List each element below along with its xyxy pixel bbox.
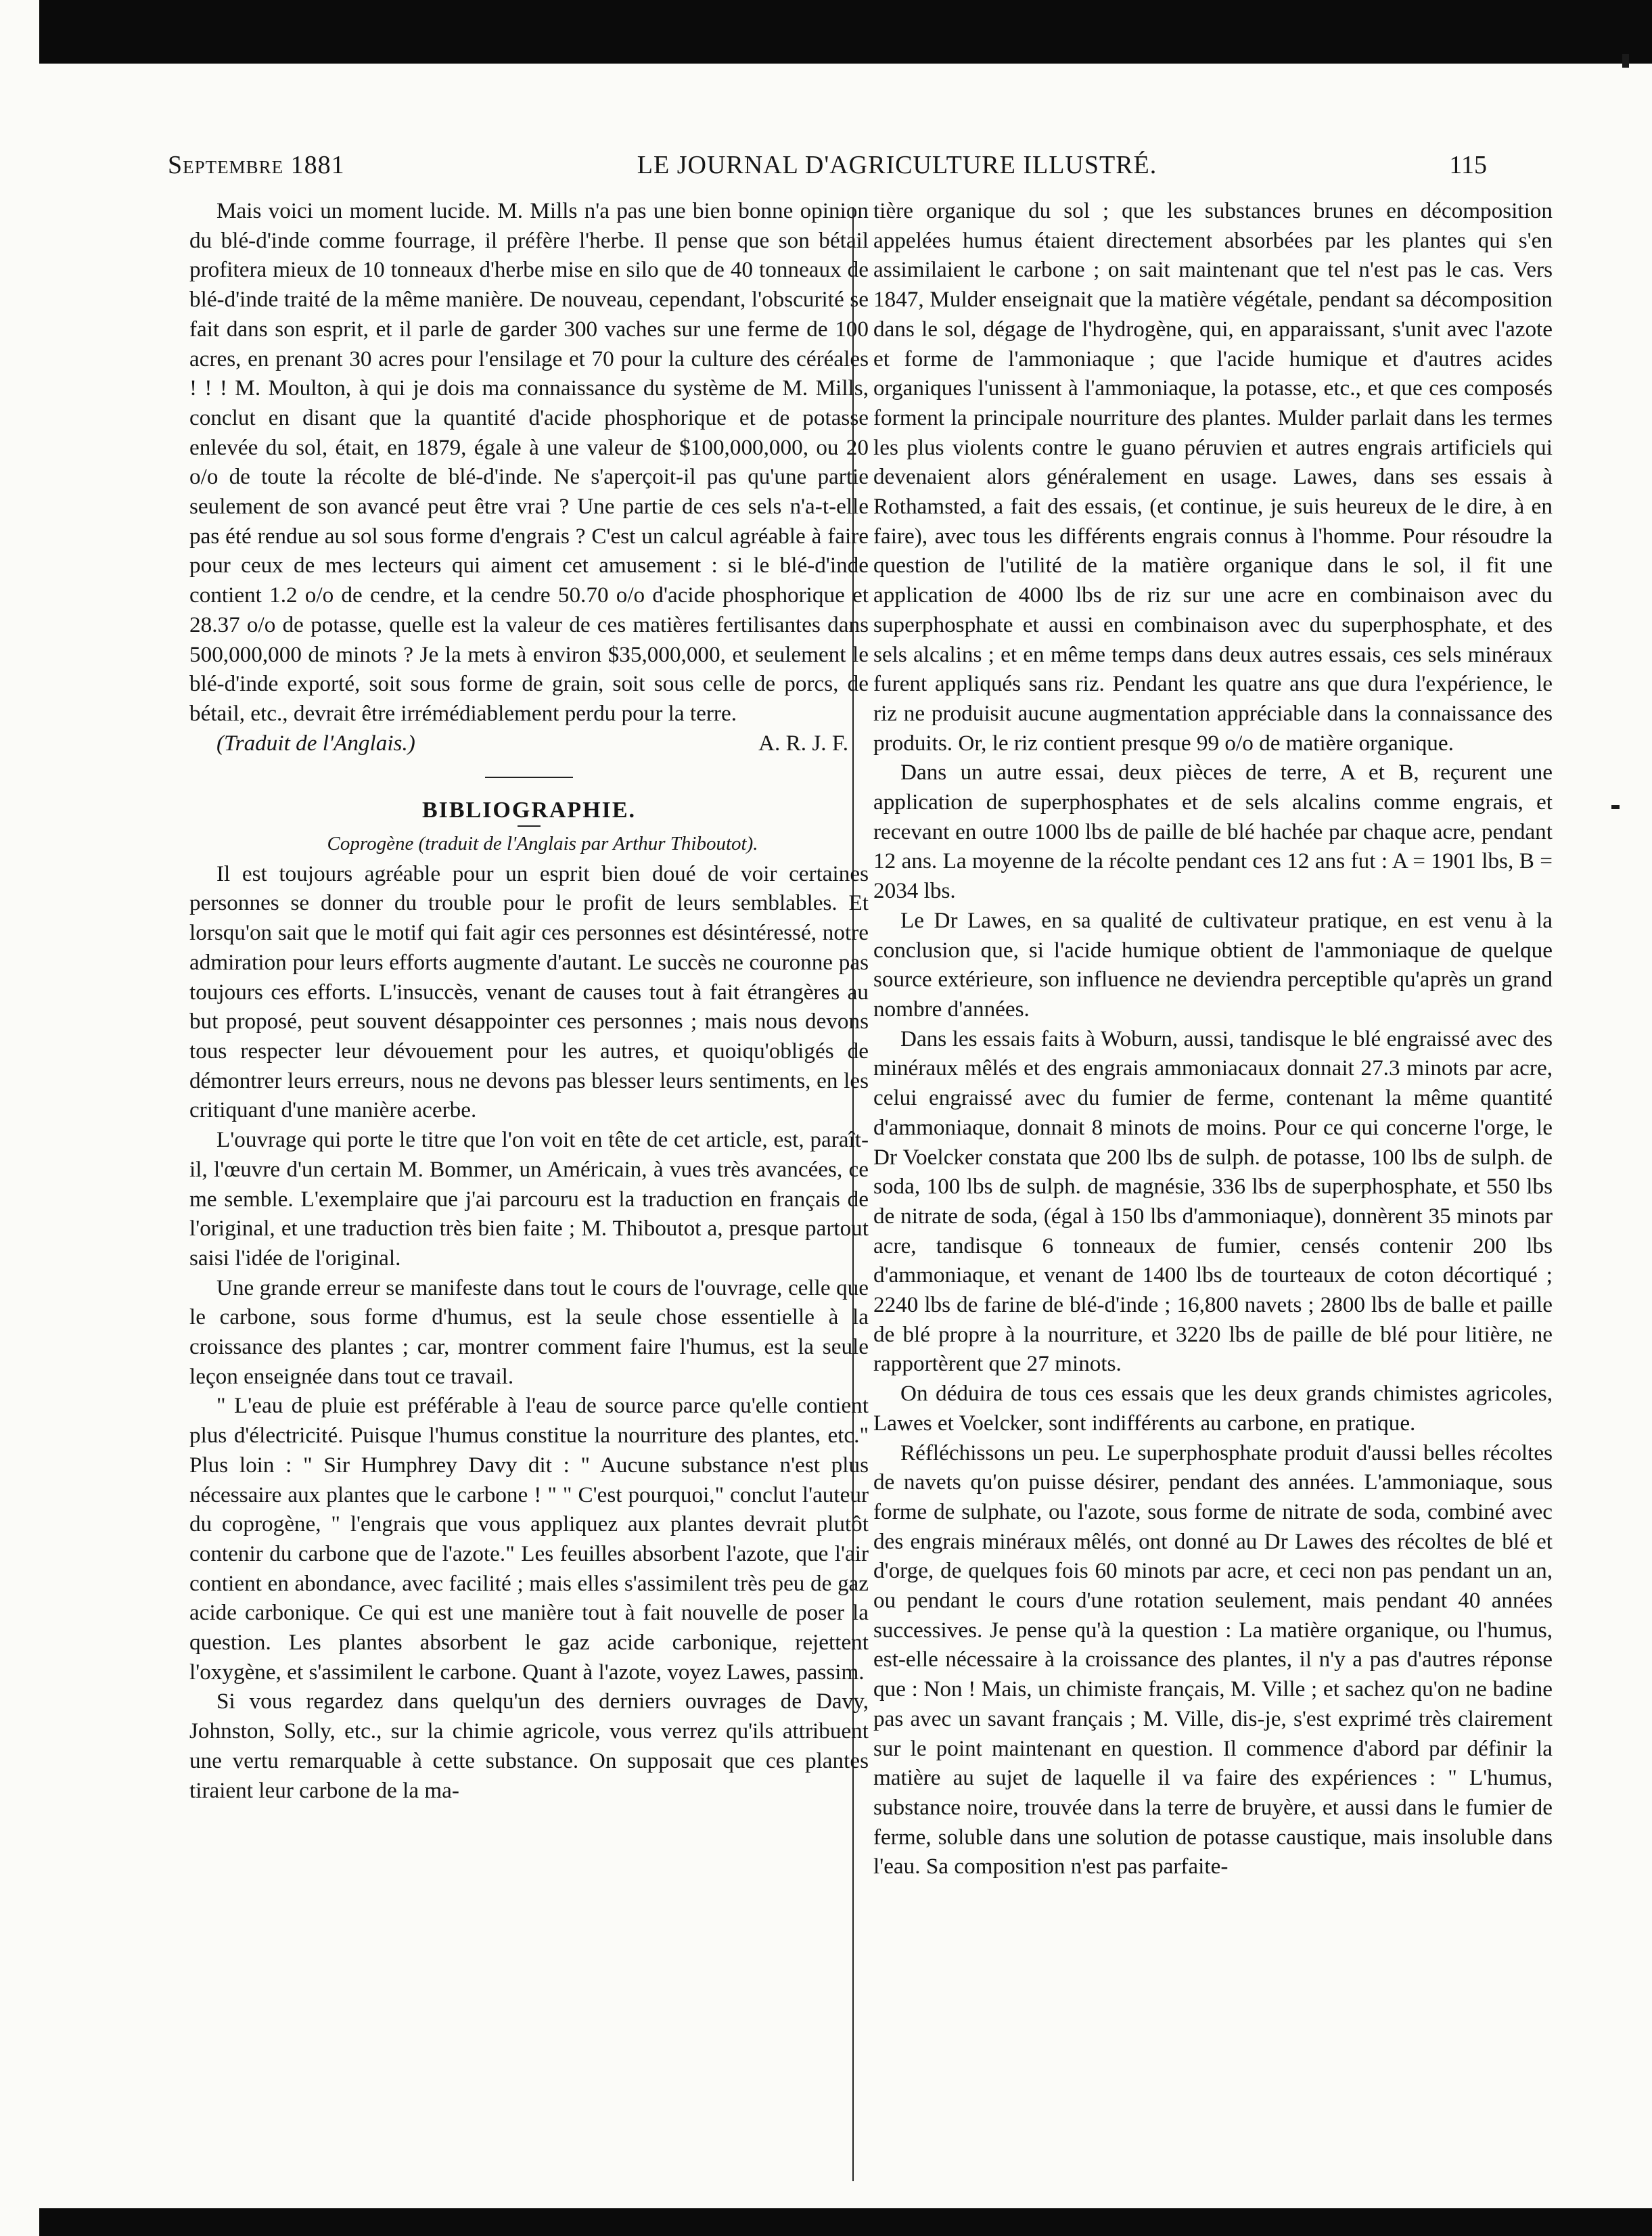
scan-speck (1611, 805, 1620, 809)
translation-credit (189, 729, 869, 758)
paragraph: tière organique du sol ; que les substances brunes en décomposition appelées humus étaient directement absorbées par les plantes qui s'en assimilaient le carbone ; on sait maintenant que tel n'est pas le cas. Vers 1847, Mulder enseignait que la matière végétale, pendant sa décomposition dans le sol, dégage de l'hydrogène, qui, en apparaissant, s'unit avec l'azote et forme de l'ammoniaque ; que l'acide humique et d'autres acides organiques l'unissent à l'ammoniaque, la potasse, etc., et que ces composés forment la principale nourriture des plantes. Mulder parlait dans les termes les plus violents contre le guano péruvien et autres engrais artificiels qui devenaient alors généralement en usage. Lawes, dans ses essais à Rothamsted, a fait des essais, (et continue, je suis heureux de le dire, à en faire), avec tous les différents engrais connus à l'homme. Pour résoudre la question de l'utilité de la matière organique dans le sol, il fit une application de 4000 lbs de riz sur une acre en combinaison avec du superphosphate et aussi en combinaison avec du superphosphate, et des sels alcalins ; et en même temps dans deux autres essais, ces sels minéraux furent appliqués sans riz. Pendant les quatre ans que dura l'expérience, le riz ne produisit aucune augmentation appréciable dans la connaissance des produits. Or, le riz contient presque 99 o/o de matière organique. (873, 198, 1553, 756)
paragraph: Dans un autre essai, deux pièces de terre, A et B, reçurent une application de superphosphates et de sels alcalins comme engrais, et recevant en outre 1000 lbs de paille de blé hachée par chaque acre, pendant 12 ans. La moyenne de la récolte pendant ces 12 ans fut : A = 1901 lbs, B = 2034 lbs. (873, 760, 1553, 904)
paragraph: " L'eau de pluie est préférable à l'eau de source parce qu'elle contient plus d'électricité. Puisque l'humus constitue la nourriture des plantes, etc." Plus loin : " Sir Humphrey Davy dit : " Aucune substance n'est plus nécessaire aux plantes que le carbone ! " " C'est pourquoi," conclut l'auteur du coprogène, " l'engrais que vous appliquez aux plantes devrait plutôt contenir du carbone que de l'azote." Les feuilles absorbent l'azote, que l'air contient en abondance, avec facilité ; mais elles s'assimilent très peu de gaz acide carbonique. Ce qui est une manière tout à fait nouvelle de poser la question. Les plantes absorbent le gaz acide carbonique, rejettent l'oxygène, et s'assimilent le carbone. Quant à l'azote, voyez Lawes, passim. (189, 1393, 869, 1685)
scan-top-border (39, 0, 1652, 64)
paragraph: Mais voici un moment lucide. M. Mills n'a pas une bien bonne opinion du blé-d'inde comme fourrage, il préfère l'herbe. Il pense que son bétail profitera mieux de 10 tonneaux d'herbe mise en silo que de 40 tonneaux de blé-d'inde traité de la même manière. De nouveau, cependant, l'obscurité se fait dans son esprit, et il parle de garder 300 vaches sur une ferme de 100 acres, en prenant 30 acres pour l'ensilage et 70 pour la culture des céréales ! ! ! M. Moulton, à qui je dois ma connaissance du système de M. Mills, conclut en disant que la quantité d'acide phosphorique et de potasse enlevée du sol, était, en 1879, égale à une valeur de $100,000,000, ou 20 o/o de toute la récolte de blé-d'inde. Ne s'aperçoit-il pas qu'une partie seulement de son avancé peut être vrai ? Une partie de ces sels n'a-t-elle pas été rendue au sol sous forme d'engrais ? C'est un calcul agréable à faire pour ceux de mes lecteurs qui aiment cet amusement : si le blé-d'inde contient 1.2 o/o de cendre, et la cendre 50.70 o/o d'acide phosphorique et 28.37 o/o de potasse, quelle est la valeur de ces matières fertilisantes dans 500,000,000 de minots ? Je la mets à environ $35,000,000, et seulement le blé-d'inde exporté, soit sous forme de grain, soit sous celle de porcs, de bétail, etc., devrait être irrémédiablement perdu pour la terre. (189, 198, 869, 726)
scan-bottom-border (39, 2208, 1652, 2236)
issue-date: Septembre 1881 (168, 151, 345, 179)
translation-note: (Traduit de l'Anglais.) (216, 730, 415, 756)
paragraph: Le Dr Lawes, en sa qualité de cultivateur pratique, en est venu à la conclusion que, si l'acide humique obtient de l'ammoniaque de quelque source extérieure, son influence ne deviendra perceptible qu'après un grand nombre d'années. (873, 907, 1553, 1022)
paragraph: L'ouvrage qui porte le titre que l'on voit en tête de cet article, est, paraît-il, l'œuvre d'un certain M. Bommer, un Américain, à vues très avancées, ce me semble. L'exemplaire que j'ai parcouru est la traduction en français de l'original, et une traduction très bien faite ; M. Thiboutot a, presque partout saisi l'idée de l'original. (189, 1127, 869, 1271)
left-column (189, 196, 869, 1805)
paragraph: Dans les essais faits à Woburn, aussi, tandisque le blé engraissé avec des minéraux mêlés et des engrais ammoniacaux donnait 27.3 minots par acre, celui engraissé avec du fumier de ferme, contenant la même quantité d'ammoniaque, donnait 8 minots de moins. Pour ce qui concerne l'orge, le Dr Voelcker constata que 200 lbs de sulph. de potasse, 100 lbs de sulph. de soda, 100 lbs de sulph. de magnésie, 336 lbs de superphosphate, et 550 lbs de nitrate de soda, (égal à 150 lbs d'ammoniaque), donnèrent 35 minots par acre, tandisque 6 tonneaux de fumier, censés contenir 200 lbs d'ammoniaque, et venant de 1400 lbs de tourteaux de coton décortiqué ; 2240 lbs de farine de blé-d'inde ; 16,800 navets ; 2800 lbs de balle et paille de blé propre à la nourriture, et 3220 lbs de paille de blé pour litière, ne rapportèrent que 27 minots. (873, 1026, 1553, 1377)
paragraph: On déduira de tous ces essais que les deux grands chimistes agricoles, Lawes et Voelcker, sont indifférents au carbone, en pratique. (873, 1381, 1553, 1436)
scan-speck (1622, 54, 1629, 68)
right-column (873, 196, 1553, 1881)
journal-title: LE JOURNAL D'AGRICULTURE ILLUSTRÉ. (637, 151, 1157, 179)
running-header (168, 145, 1487, 185)
page-number: 115 (1449, 151, 1487, 179)
title-underline (518, 825, 541, 827)
section-rule (485, 777, 573, 778)
section-title: BIBLIOGRAPHIE. (421, 798, 637, 823)
book-reference: Coprogène (traduit de l'Anglais par Arthur Thiboutot). (327, 833, 758, 855)
paragraph: Une grande erreur se manifeste dans tout le cours de l'ouvrage, celle que le carbone, sous forme d'humus, est la seule chose essentielle à la croissance des plantes ; car, montrer comment faire l'humus, est la seule leçon enseignée dans tout ce travail. (189, 1275, 869, 1389)
paragraph: Si vous regardez dans quelqu'un des derniers ouvrages de Davy, Johnston, Solly, etc., sur la chimie agricole, vous verrez qu'ils attribuent une vertu remarquable à cette substance. On supposait que ces plantes tiraient leur carbone de la ma- (189, 1689, 869, 1803)
paragraph: Réfléchissons un peu. Le superphosphate produit d'aussi belles récoltes de navets qu'on puisse désirer, pendant des années. L'ammoniaque, sous forme de sulphate, ou l'azote, sous forme de nitrate de soda, combiné avec des engrais minéraux mêlés, ont donné au Dr Lawes des récoltes de blé et d'orge, de quelques fois 60 minots par acre, et ceci non pas pendant un an, ou pendant le cours d'une rotation seulement, mais pendant 40 années successives. Je pense qu'à la question : La matière organique, ou l'humus, est-elle nécessaire à la croissance des plantes, il n'y a pas d'autres réponse que : Non ! Mais, un chimiste français, M. Ville ; et sachez qu'on ne badine pas avec un savant français ; M. Ville, dis-je, s'est exprimé très clairement sur le point maintenant en question. Il commence d'abord par définir la matière au sujet de laquelle il va faire des expériences : " L'humus, substance noire, trouvée dans la terre de bruyère, et aussi dans le fumier de ferme, soluble dans une solution de potasse caustique, mais insoluble dans l'eau. Sa composition n'est pas parfaite- (873, 1440, 1553, 1879)
author-initials: A. R. J. F. (758, 730, 848, 756)
paragraph: Il est toujours agréable pour un esprit bien doué de voir certaines personnes se donner du trouble pour le profit de leurs semblables. Et lorsqu'on sait que le motif qui fait agir ces personnes est désintéressé, notre admiration pour leurs efforts augmente d'autant. Le succès ne couronne pas toujours ces efforts. L'insuccès, venant de causes tout à fait étrangères au but proposé, peut souvent désappointer ces personnes ; mais nous devons tous respecter leur dévouement pour les autres, et quoiqu'obligés de démontrer leurs erreurs, nous ne devons pas blesser leurs sentiments, en les critiquant d'une manière acerbe. (189, 861, 869, 1123)
